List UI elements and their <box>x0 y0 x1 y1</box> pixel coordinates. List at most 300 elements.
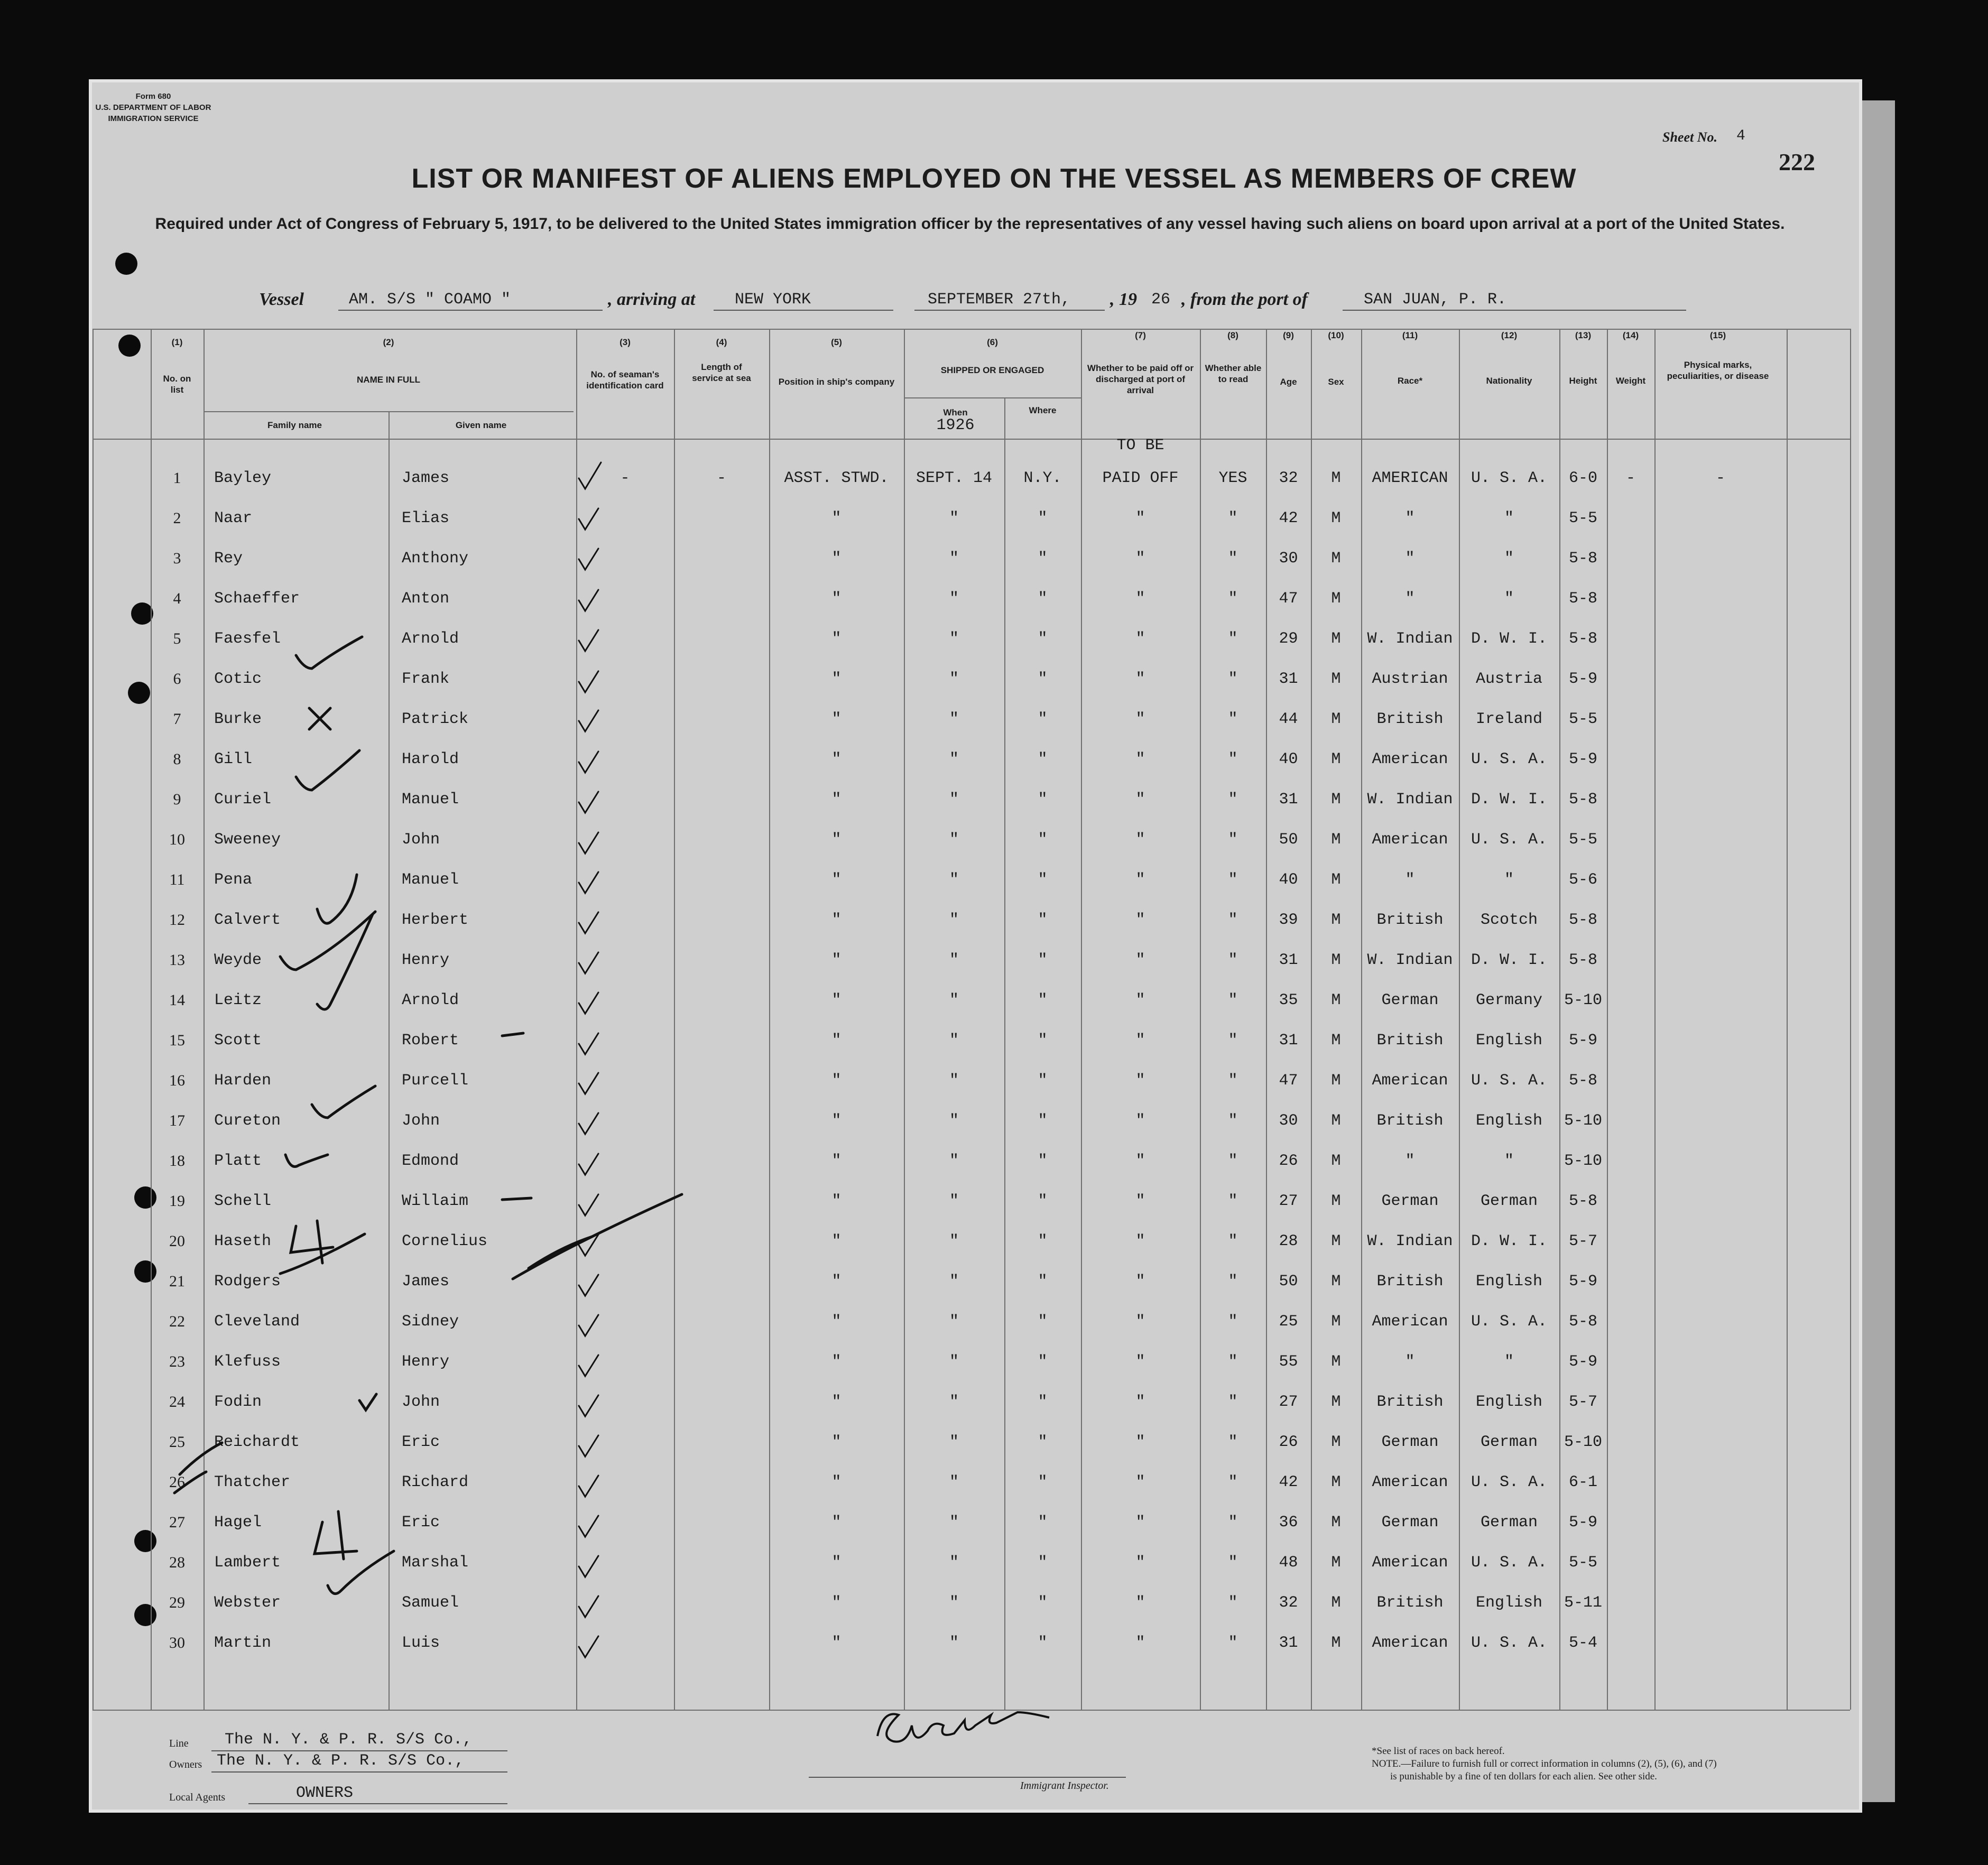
cell-age: 48 <box>1279 1554 1298 1572</box>
cell-family: Schaeffer <box>214 590 300 608</box>
cell-sex: M <box>1331 1634 1341 1652</box>
cell-race: " <box>1405 590 1415 608</box>
cell-read: " <box>1228 1313 1238 1331</box>
cell-height: 5-6 <box>1568 871 1597 889</box>
cell-nat: English <box>1475 1032 1543 1050</box>
cell-nat: German <box>1480 1514 1538 1532</box>
cell-given: Manuel <box>402 871 459 889</box>
cell-when: " <box>949 710 959 728</box>
cell-paid: " <box>1135 1192 1145 1210</box>
cell-sex: M <box>1331 670 1341 688</box>
cell-read: " <box>1228 1273 1238 1291</box>
col15-number: (15) <box>1709 330 1726 340</box>
cell-n: 23 <box>169 1353 185 1370</box>
cell-height: 5-8 <box>1568 1072 1597 1090</box>
cell-position: " <box>831 831 842 849</box>
cell-family: Lambert <box>214 1554 281 1572</box>
line-company: The N. Y. & P. R. S/S Co., <box>225 1731 473 1749</box>
cell-paid: " <box>1135 1273 1145 1291</box>
cell-n: 8 <box>173 750 181 768</box>
cell-weight: - <box>1625 469 1635 487</box>
cell-age: 47 <box>1279 1072 1298 1090</box>
cell-nat: Germany <box>1475 991 1543 1009</box>
paid-header-note: TO BE <box>1116 437 1164 454</box>
shipped-year: 1926 <box>936 416 975 434</box>
cell-when: " <box>949 1112 959 1130</box>
cell-family: Pena <box>214 871 253 889</box>
cell-when: " <box>949 1594 959 1612</box>
col8-header: Whether able to read <box>1205 363 1262 384</box>
cell-family: Cleveland <box>214 1313 300 1331</box>
cell-given: James <box>402 1273 450 1291</box>
cell-height: 5-8 <box>1568 911 1597 929</box>
cell-when: " <box>949 670 959 688</box>
cell-family: Sweeney <box>214 831 281 849</box>
cell-n: 27 <box>169 1514 185 1531</box>
cell-height: 5-4 <box>1568 1634 1597 1652</box>
cell-n: 10 <box>169 831 185 848</box>
cell-read: " <box>1228 911 1238 929</box>
cell-given: Manuel <box>402 791 459 809</box>
col6-number: (6) <box>987 337 998 347</box>
cell-where: " <box>1038 710 1048 728</box>
cell-sex: M <box>1331 1152 1341 1170</box>
cell-position: " <box>831 1353 842 1371</box>
cell-race: " <box>1405 509 1415 527</box>
cell-sex: M <box>1331 1594 1341 1612</box>
cell-sex: M <box>1331 550 1341 568</box>
cell-nat: U. S. A. <box>1471 831 1548 849</box>
cell-n: 7 <box>173 710 181 728</box>
cell-position: " <box>831 1232 842 1250</box>
cell-when: " <box>949 791 959 809</box>
cell-age: 35 <box>1279 991 1298 1009</box>
cell-nat: D. W. I. <box>1471 791 1548 809</box>
cell-sex: M <box>1331 1554 1341 1572</box>
given-name-header: Given name <box>455 420 507 430</box>
cell-read: " <box>1228 831 1238 849</box>
cell-given: Luis <box>402 1634 440 1652</box>
cell-height: 5-5 <box>1568 710 1597 728</box>
cell-position: " <box>831 1192 842 1210</box>
cell-n: 18 <box>169 1152 185 1170</box>
cell-height: 6-1 <box>1568 1473 1597 1491</box>
cell-read: " <box>1228 550 1238 568</box>
cell-nat: German <box>1480 1192 1538 1210</box>
cell-paid: " <box>1135 1393 1145 1411</box>
cell-n: 2 <box>173 509 181 527</box>
cell-paid: " <box>1135 871 1145 889</box>
cell-nat: D. W. I. <box>1471 630 1548 648</box>
cell-when: " <box>949 630 959 648</box>
cell-height: 5-8 <box>1568 1313 1597 1331</box>
cell-when: " <box>949 871 959 889</box>
cell-when: " <box>949 509 959 527</box>
cell-age: 40 <box>1279 750 1298 768</box>
col13-number: (13) <box>1575 330 1592 340</box>
cell-nat: D. W. I. <box>1471 1232 1548 1250</box>
cell-when: " <box>949 1473 959 1491</box>
cell-read: " <box>1228 670 1238 688</box>
fine-note: NOTE.—Failure to furnish full or correct information in columns (2), (5), (6), and (7) <box>1372 1758 1717 1769</box>
cell-paid: " <box>1135 831 1145 849</box>
cell-given: Edmond <box>402 1152 459 1170</box>
cell-n: 15 <box>169 1032 185 1049</box>
cell-paid: " <box>1135 670 1145 688</box>
line-label: Line <box>169 1738 189 1749</box>
cell-age: 31 <box>1279 1634 1298 1652</box>
cell-sex: M <box>1331 1192 1341 1210</box>
cell-paid: " <box>1135 1232 1145 1250</box>
col9-header: Age <box>1280 377 1297 387</box>
col1-number: (1) <box>171 337 183 347</box>
cell-given: Elias <box>402 509 450 527</box>
cell-sex: M <box>1331 1353 1341 1371</box>
col11-header: Race* <box>1397 376 1423 386</box>
cell-read: " <box>1228 1514 1238 1532</box>
cell-position: " <box>831 670 842 688</box>
cell-age: 26 <box>1279 1433 1298 1451</box>
cell-family: Scott <box>214 1032 262 1050</box>
cell-sex: M <box>1331 911 1341 929</box>
cell-nat: English <box>1475 1273 1543 1291</box>
cell-where: " <box>1038 951 1048 969</box>
shipped-where-header: Where <box>1029 405 1057 415</box>
cell-family: Faesfel <box>214 630 281 648</box>
page-number: 222 <box>1779 149 1815 175</box>
cell-n: 12 <box>169 911 185 929</box>
cell-n: 25 <box>169 1433 185 1451</box>
cell-given: Arnold <box>402 991 459 1009</box>
cell-n: 26 <box>169 1473 185 1491</box>
cell-nat: " <box>1504 1353 1514 1371</box>
cell-where: " <box>1038 1514 1048 1532</box>
cell-race: American <box>1372 1473 1448 1491</box>
cell-family: Martin <box>214 1634 272 1652</box>
cell-height: 5-7 <box>1568 1393 1597 1411</box>
cell-n: 5 <box>173 630 181 647</box>
cell-position: " <box>831 1634 842 1652</box>
cell-sex: M <box>1331 469 1341 487</box>
cell-height: 5-5 <box>1568 1554 1597 1572</box>
sheet-number: 4 <box>1736 128 1745 144</box>
col10-header: Sex <box>1328 377 1344 387</box>
cell-paid: " <box>1135 991 1145 1009</box>
cell-n: 19 <box>169 1192 185 1210</box>
cell-given: John <box>402 1393 440 1411</box>
cell-height: 5-9 <box>1568 1032 1597 1050</box>
cell-read: " <box>1228 1433 1238 1451</box>
race-note: *See list of races on back hereof. <box>1372 1746 1505 1757</box>
cell-race: British <box>1376 1112 1444 1130</box>
cell-when: " <box>949 1554 959 1572</box>
cell-family: Webster <box>214 1594 281 1612</box>
cell-read: " <box>1228 1634 1238 1652</box>
cell-race: " <box>1405 1152 1415 1170</box>
cell-sex: M <box>1331 791 1341 809</box>
cell-read: " <box>1228 1232 1238 1250</box>
col10-number: (10) <box>1328 330 1344 340</box>
cell-nat: English <box>1475 1112 1543 1130</box>
departure-port: SAN JUAN, P. R. <box>1364 291 1507 309</box>
cell-position: " <box>831 1032 842 1050</box>
cell-race: American <box>1372 831 1448 849</box>
cell-race: American <box>1372 1554 1448 1572</box>
cell-height: 5-11 <box>1564 1594 1602 1612</box>
cell-family: Cureton <box>214 1112 281 1130</box>
cell-height: 5-5 <box>1568 509 1597 527</box>
cell-position: " <box>831 951 842 969</box>
cell-age: 31 <box>1279 670 1298 688</box>
page-title: LIST OR MANIFEST OF ALIENS EMPLOYED ON THE VESSEL AS MEMBERS OF CREW <box>411 163 1577 194</box>
cell-race: AMERICAN <box>1372 469 1448 487</box>
cell-where: " <box>1038 1393 1048 1411</box>
cell-height: 5-9 <box>1568 1273 1597 1291</box>
cell-where: " <box>1038 1554 1048 1572</box>
cell-family: Fodin <box>214 1393 262 1411</box>
cell-position: " <box>831 590 842 608</box>
col4-header: Length of service at sea <box>692 362 751 383</box>
cell-where: " <box>1038 750 1048 768</box>
cell-nat: U. S. A. <box>1471 750 1548 768</box>
cell-age: 32 <box>1279 1594 1298 1612</box>
cell-sex: M <box>1331 1313 1341 1331</box>
cell-sex: M <box>1331 1273 1341 1291</box>
cell-when: " <box>949 1433 959 1451</box>
cell-height: 5-9 <box>1568 1353 1597 1371</box>
cell-family: Weyde <box>214 951 262 969</box>
cell-sex: M <box>1331 991 1341 1009</box>
cell-when: " <box>949 1634 959 1652</box>
cell-where: " <box>1038 1634 1048 1652</box>
cell-read: " <box>1228 509 1238 527</box>
cell-where: " <box>1038 550 1048 568</box>
cell-n: 6 <box>173 670 181 688</box>
cell-age: 27 <box>1279 1192 1298 1210</box>
cell-nat: Ireland <box>1475 710 1543 728</box>
cell-position: " <box>831 1433 842 1451</box>
cell-given: John <box>402 1112 440 1130</box>
cell-read: " <box>1228 1032 1238 1050</box>
col3-number: (3) <box>619 337 631 347</box>
cell-card: - <box>620 469 630 487</box>
cell-given: Willaim <box>402 1192 469 1210</box>
cell-position: " <box>831 1393 842 1411</box>
cell-when: " <box>949 1393 959 1411</box>
cell-nat: " <box>1504 550 1514 568</box>
cell-height: 5-9 <box>1568 1514 1597 1532</box>
cell-age: 32 <box>1279 469 1298 487</box>
col1-header: No. on list <box>163 374 191 395</box>
cell-family: Platt <box>214 1152 262 1170</box>
cell-when: " <box>949 1032 959 1050</box>
cell-service: - <box>716 469 726 487</box>
cell-n: 3 <box>173 550 181 567</box>
cell-when: " <box>949 1192 959 1210</box>
cell-when: " <box>949 550 959 568</box>
cell-race: British <box>1376 911 1444 929</box>
cell-nat: English <box>1475 1393 1543 1411</box>
cell-sex: M <box>1331 831 1341 849</box>
cell-when: " <box>949 1072 959 1090</box>
arrival-year: 26 <box>1151 291 1171 309</box>
cell-read: " <box>1228 991 1238 1009</box>
cell-position: " <box>831 710 842 728</box>
cell-paid: " <box>1135 1112 1145 1130</box>
cell-paid: " <box>1135 1554 1145 1572</box>
cell-height: 5-9 <box>1568 670 1597 688</box>
year-prefix: , 19 <box>1110 290 1137 309</box>
col6-header: SHIPPED OR ENGAGED <box>940 365 1044 375</box>
owners-label: Owners <box>169 1759 202 1770</box>
cell-n: 21 <box>169 1273 185 1290</box>
cell-age: 42 <box>1279 1473 1298 1491</box>
cell-given: Herbert <box>402 911 469 929</box>
cell-when: SEPT. 14 <box>916 469 993 487</box>
cell-where: " <box>1038 1473 1048 1491</box>
cell-race: German <box>1381 1514 1439 1532</box>
cell-position: " <box>831 750 842 768</box>
cell-where: " <box>1038 1232 1048 1250</box>
cell-nat: U. S. A. <box>1471 1313 1548 1331</box>
cell-paid: " <box>1135 1313 1145 1331</box>
cell-family: Naar <box>214 509 253 527</box>
cell-family: Curiel <box>214 791 272 809</box>
cell-family: Haseth <box>214 1232 272 1250</box>
cell-sex: M <box>1331 590 1341 608</box>
cell-family: Leitz <box>214 991 262 1009</box>
cell-where: " <box>1038 871 1048 889</box>
cell-race: American <box>1372 1072 1448 1090</box>
cell-where: " <box>1038 1433 1048 1451</box>
cell-paid: " <box>1135 1152 1145 1170</box>
cell-read: " <box>1228 630 1238 648</box>
cell-age: 30 <box>1279 550 1298 568</box>
sheet-number-label: Sheet No. <box>1662 129 1717 145</box>
cell-n: 20 <box>169 1232 185 1250</box>
col14-number: (14) <box>1622 330 1639 340</box>
cell-family: Thatcher <box>214 1473 291 1491</box>
cell-where: " <box>1038 1032 1048 1050</box>
cell-read: " <box>1228 1072 1238 1090</box>
cell-given: Purcell <box>402 1072 469 1090</box>
cell-when: " <box>949 1353 959 1371</box>
cell-age: 55 <box>1279 1353 1298 1371</box>
inspector-signature <box>867 1699 1068 1762</box>
cell-position: " <box>831 1554 842 1572</box>
cell-paid: " <box>1135 630 1145 648</box>
cell-when: " <box>949 831 959 849</box>
cell-race: British <box>1376 1393 1444 1411</box>
cell-race: " <box>1405 1353 1415 1371</box>
cell-given: Henry <box>402 1353 450 1371</box>
cell-nat: " <box>1504 509 1514 527</box>
cell-sex: M <box>1331 710 1341 728</box>
cell-race: British <box>1376 1594 1444 1612</box>
cell-age: 28 <box>1279 1232 1298 1250</box>
cell-height: 5-8 <box>1568 590 1597 608</box>
cell-family: Klefuss <box>214 1353 281 1371</box>
page-subtitle: Required under Act of Congress of February 5, 1917, to be delivered to the United States immigration officer by the representatives of any vessel having such aliens on board upon arrival at a port of the United States. <box>155 215 1785 233</box>
col5-header: Position in ship's company <box>778 377 895 387</box>
cell-read: " <box>1228 590 1238 608</box>
cell-given: Arnold <box>402 630 459 648</box>
col2-number: (2) <box>383 337 394 347</box>
cell-where: " <box>1038 831 1048 849</box>
col7-header: Whether to be paid off or discharged at port of arrival <box>1087 363 1194 395</box>
cell-paid: " <box>1135 1634 1145 1652</box>
cell-position: " <box>831 550 842 568</box>
cell-age: 31 <box>1279 1032 1298 1050</box>
cell-given: Patrick <box>402 710 469 728</box>
cell-when: " <box>949 1232 959 1250</box>
vessel-name: AM. S/S " COAMO " <box>349 291 511 309</box>
cell-when: " <box>949 750 959 768</box>
cell-where: " <box>1038 1273 1048 1291</box>
cell-read: " <box>1228 710 1238 728</box>
cell-age: 50 <box>1279 831 1298 849</box>
cell-sex: M <box>1331 1473 1341 1491</box>
cell-position: " <box>831 630 842 648</box>
cell-age: 36 <box>1279 1514 1298 1532</box>
cell-race: American <box>1372 1313 1448 1331</box>
cell-sex: M <box>1331 951 1341 969</box>
cell-height: 5-8 <box>1568 1192 1597 1210</box>
cell-read: " <box>1228 750 1238 768</box>
cell-paid: " <box>1135 1433 1145 1451</box>
cell-family: Hagel <box>214 1514 262 1532</box>
cell-paid: " <box>1135 1594 1145 1612</box>
cell-given: Eric <box>402 1433 440 1451</box>
cell-given: Robert <box>402 1032 459 1050</box>
cell-race: W. Indian <box>1367 1232 1453 1250</box>
col7-number: (7) <box>1135 330 1146 340</box>
cell-paid: " <box>1135 750 1145 768</box>
cell-age: 26 <box>1279 1152 1298 1170</box>
cell-given: Harold <box>402 750 459 768</box>
cell-marks: - <box>1715 469 1725 487</box>
cell-position: " <box>831 1112 842 1130</box>
cell-read: " <box>1228 951 1238 969</box>
cell-race: British <box>1376 1273 1444 1291</box>
cell-given: Eric <box>402 1514 440 1532</box>
cell-paid: " <box>1135 509 1145 527</box>
cell-family: Schell <box>214 1192 272 1210</box>
cell-n: 1 <box>173 469 181 487</box>
cell-height: 5-10 <box>1564 1152 1602 1170</box>
cell-where: " <box>1038 590 1048 608</box>
col14-header: Weight <box>1615 376 1646 386</box>
cell-where: " <box>1038 670 1048 688</box>
cell-sex: M <box>1331 1232 1341 1250</box>
cell-where: " <box>1038 509 1048 527</box>
arrival-date: SEPTEMBER 27th, <box>928 291 1071 309</box>
cell-sex: M <box>1331 1393 1341 1411</box>
arriving-label: , arriving at <box>608 290 696 309</box>
cell-sex: M <box>1331 871 1341 889</box>
cell-paid: " <box>1135 911 1145 929</box>
cell-height: 5-8 <box>1568 951 1597 969</box>
cell-nat: U. S. A. <box>1471 469 1548 487</box>
cell-height: 5-8 <box>1568 550 1597 568</box>
cell-nat: U. S. A. <box>1471 1072 1548 1090</box>
cell-read: " <box>1228 1473 1238 1491</box>
cell-sex: M <box>1331 630 1341 648</box>
cell-n: 11 <box>169 871 185 888</box>
cell-read: " <box>1228 791 1238 809</box>
cell-nat: U. S. A. <box>1471 1554 1548 1572</box>
cell-nat: Austria <box>1475 670 1543 688</box>
